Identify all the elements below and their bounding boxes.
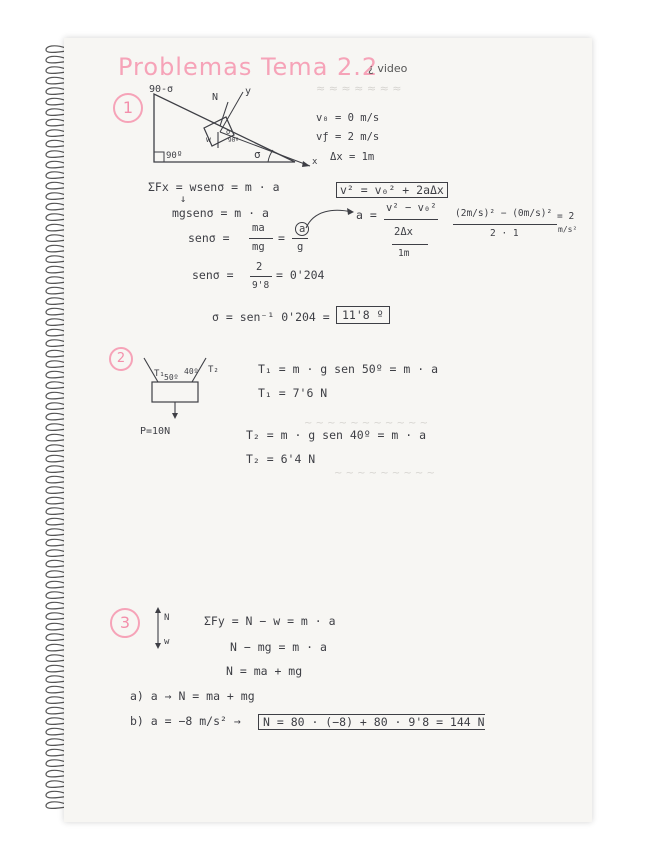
spiral-ring [46,56,66,63]
angle2-label: 40º [184,367,199,376]
spiral-ring [46,644,66,651]
spiral-ring [46,46,66,53]
right-angle-mark [154,152,164,162]
spiral-ring [46,634,66,641]
eq-step3: N = ma + mg [226,664,303,678]
fraction-bar [250,276,272,277]
problem-3-number: 3 [110,608,140,638]
spiral-ring [46,760,66,767]
spiral-ring [46,298,66,305]
show-through-text: ≈ ≈ ≈ ≈ ≈ ≈ ≈ [316,82,402,95]
spiral-ring [46,655,66,662]
weight-arrow-head [172,413,178,419]
w-label: w [206,135,211,144]
given-vf: vƒ = 2 m/s [316,131,380,143]
eq-sum-fy: ΣFy = N − w = m · a [204,614,336,628]
t1-label: T₁ [154,369,165,379]
spiral-ring [46,539,66,546]
spiral-ring [46,371,66,378]
spiral-ring [46,581,66,588]
boxed-kinematic: v² = v₀² + 2aΔx [336,182,448,198]
spiral-ring [46,739,66,746]
eq-sen-value-rhs: = 0'204 [276,268,325,282]
eq-a-num-circled: a [295,222,309,236]
spiral-ring [46,665,66,672]
eq-a-solve-lhs: a = [356,208,377,222]
eq-sum-fx: ΣFx = wsenσ = m · a [148,180,280,194]
y-label: y [245,86,252,97]
eq-a-value-eq: = 2 [557,211,575,222]
spiral-ring [46,466,66,473]
incline-diagram [140,80,340,170]
problem-2-number: 2 [109,347,133,371]
spiral-ring [46,350,66,357]
spiral-ring [46,487,66,494]
eq-sen-value-num: 2 [256,261,263,273]
t2-label: T₂ [208,365,219,375]
down-arrow-head [155,643,161,649]
eq-t1-val: T₁ = 7'6 N [258,386,328,400]
spiral-ring [46,329,66,336]
spiral-ring [46,140,66,147]
spiral-ring [46,728,66,735]
eq-t1: T₁ = m · g sen 50º = m · a [258,362,439,376]
eq-sen-value-lhs: senσ = [192,268,234,282]
up-arrow-head [155,607,161,613]
w-arrow-label: w [164,637,170,647]
x-label: x [312,157,318,167]
eq-sen-value-den: 9'8 [252,280,270,291]
angle-arc [268,150,273,162]
normal-vector [220,102,228,126]
right-angle-label: 90º [166,151,183,161]
given-dx: Δx = 1m [330,151,375,163]
spiral-ring [46,676,66,683]
spiral-ring [46,781,66,788]
spiral-ring [46,424,66,431]
spiral-ring [46,98,66,105]
spiral-ring [46,770,66,777]
fraction-bar [249,238,273,239]
spiral-ring [46,287,66,294]
spiral-ring [46,613,66,620]
force-arrows-diagram [148,604,182,652]
n-label: N [212,92,219,103]
spiral-ring [46,413,66,420]
n-arrow-label: N [164,613,170,623]
fraction-bar [384,219,438,220]
eq-sen-ratio-den: mg [252,241,265,253]
eq-sigma-lhs: σ = sen⁻¹ 0'204 = [212,310,330,324]
spiral-ring [46,109,66,116]
eq-a-value-num: (2m/s)² − (0m/s)² [455,208,553,219]
spiral-ring [46,224,66,231]
spiral-ring [46,161,66,168]
spiral-ring [46,77,66,84]
spiral-ring [46,67,66,74]
spiral-ring [46,623,66,630]
spiral-ring [46,697,66,704]
spiral-ring [46,277,66,284]
spiral-ring [46,434,66,441]
spiral-ring [46,508,66,515]
inner-angle-2: 90º [228,137,239,144]
eq-a-line: a) a → N = ma + mg [130,689,255,703]
spiral-ring [46,151,66,158]
inner-angle-1: σ [226,128,231,136]
show-through-text: ~ ~ ~ ~ ~ ~ ~ ~ ~ ~ ~ [304,418,428,429]
problem-1-number: 1 [113,93,143,123]
spiral-ring [46,529,66,536]
spiral-ring [46,235,66,242]
spiral-ring [46,791,66,798]
eq-b-line-rhs: N = 80 · (−8) + 80 · 9'8 = 144 N [258,714,485,730]
eq-a-solve-num: v² − v₀² [386,202,437,214]
spiral-ring [46,245,66,252]
spiral-ring [46,455,66,462]
weight-label: P=10N [140,426,171,437]
spiral-ring [46,686,66,693]
spiral-ring [46,571,66,578]
sigma-answer: 11'8 º [336,306,390,324]
y-axis [220,92,243,132]
hanging-box [152,382,198,402]
spiral-ring [46,308,66,315]
spiral-ring [46,340,66,347]
spiral-ring [46,172,66,179]
eq-a-solve-sub: 1m [398,248,410,259]
fraction-bar [453,224,557,225]
spiral-ring [46,476,66,483]
spiral-ring [46,707,66,714]
spiral-ring [46,361,66,368]
spiral-ring [46,203,66,210]
angle1-label: 50º [164,373,179,382]
eq-sen-ratio-eq: = [278,231,285,245]
eq-step2: N − mg = m · a [230,640,327,654]
video-note: ¿ video [368,62,408,75]
spiral-ring [46,560,66,567]
spiral-ring [46,602,66,609]
spiral-ring [46,88,66,95]
connector-arrow [300,198,360,232]
page-title: Problemas Tema 2.2 [118,53,379,81]
fraction-bar [392,244,428,245]
spiral-ring [46,392,66,399]
slope-angle-label: σ [254,148,261,161]
spiral-ring [46,214,66,221]
spiral-ring [46,182,66,189]
spiral-ring [46,718,66,725]
eq-b-line-lhs: b) a = −8 m/s² → [130,714,241,728]
eq-a-value-den: 2 · 1 [490,228,519,239]
top-angle-label: 90-σ [149,84,174,95]
eq-a-solve-den: 2Δx [394,226,413,238]
spiral-ring [46,193,66,200]
spiral-ring [46,130,66,137]
spiral-ring [46,550,66,557]
spiral-ring [46,119,66,126]
spiral-ring [46,802,66,809]
spiral-ring [46,592,66,599]
spiral-ring [46,319,66,326]
eq-arrow: ↓ [180,193,187,205]
eq-a-value-unit: m/s² [558,225,578,234]
eq-a-den: g [297,241,304,253]
show-through-text: ~ ~ ~ ~ ~ ~ ~ ~ ~ [334,468,435,479]
spiral-ring [46,403,66,410]
spiral-ring [46,382,66,389]
spiral-ring [46,497,66,504]
spiral-ring [46,749,66,756]
spiral-ring [46,445,66,452]
eq-sen-ratio-num: ma [252,222,265,234]
eq-sen-ratio-lhs: senσ = [188,231,230,245]
hanging-box-diagram [134,352,234,442]
spiral-ring [46,256,66,263]
x-axis-arrow [302,161,310,167]
eq-t2: T₂ = m · g sen 40º = m · a [246,428,427,442]
eq-t2-val: T₂ = 6'4 N [246,452,316,466]
given-v0: v₀ = 0 m/s [316,112,380,124]
fraction-bar [292,238,308,239]
spiral-ring [46,266,66,273]
eq-mg-sen: mgsenσ = m · a [172,206,269,220]
spiral-ring [46,518,66,525]
